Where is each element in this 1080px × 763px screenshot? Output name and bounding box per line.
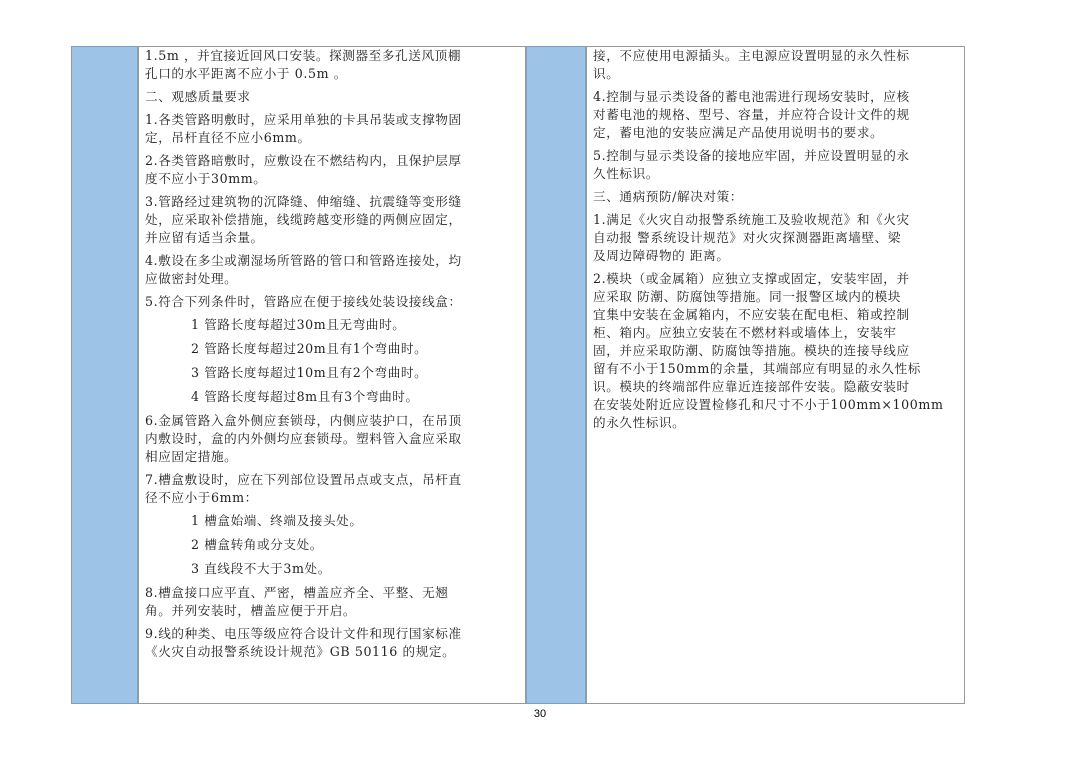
text-line: 1.5m ，并宜接近回风口安装。探测器至多孔送风顶棚 xyxy=(145,48,462,63)
document-page xyxy=(71,46,965,704)
paragraph xyxy=(145,293,521,311)
text-line: 角。并列安装时，槽盖应便于开启。 xyxy=(145,603,357,618)
text-line: 并应留有适当余量。 xyxy=(145,230,264,245)
text-line: 3.管路经过建筑物的沉降缝、伸缩缝、抗震缝等变形缝 xyxy=(145,194,462,209)
left-blue-column xyxy=(71,46,138,704)
text-line: 定，蓄电池的安装应满足产品使用说明书的要求。 xyxy=(593,125,884,140)
paragraph xyxy=(145,584,521,620)
text-line: 三、通病预防/解决对策： xyxy=(593,189,743,204)
text-line: 的永久性标识。 xyxy=(593,415,686,430)
text-line: 1.满足《火灾自动报警系统施工及验收规范》和《火灾 xyxy=(593,212,910,227)
paragraph xyxy=(145,47,521,83)
text-line: 定，吊杆直径不应小6mm。 xyxy=(145,130,311,145)
text-line: 6.金属管路入盒外侧应套锁母，内侧应装护口，在吊顶 xyxy=(145,413,462,428)
text-line: 2.模块（或金属箱）应独立支撑或固定，安装牢固，并 xyxy=(593,271,910,286)
paragraph xyxy=(593,147,960,183)
list-item: 3 管路长度每超过10m且有2个弯曲时。 xyxy=(191,365,428,380)
list-item: 1 管路长度每超过30m且无弯曲时。 xyxy=(191,317,406,332)
text-line: 固，并应采取防潮、防腐蚀等措施。模块的连接导线应 xyxy=(593,343,910,358)
paragraph xyxy=(145,111,521,147)
paragraph xyxy=(145,625,521,661)
list-item: 4 管路长度每超过8m且有3个弯曲时。 xyxy=(191,389,419,404)
text-line: 9.线的种类、电压等级应符合设计文件和现行国家标准 xyxy=(145,626,462,641)
text-line: 在安装处附近应设置检修孔和尺寸不小于100mm×100mm xyxy=(593,397,944,412)
paragraph xyxy=(145,252,521,288)
paragraph xyxy=(145,193,521,247)
text-line: 二、观感质量要求 xyxy=(145,89,251,104)
paragraph xyxy=(593,270,960,432)
text-line: 《火灾自动报警系统设计规范》GB 50116 的规定。 xyxy=(145,644,456,659)
text-line: 径不应小于6mm： xyxy=(145,490,258,505)
text-line: 应做密封处理。 xyxy=(145,271,238,286)
paragraph xyxy=(593,211,960,265)
text-line: 孔口的水平距离不应小于 0.5m 。 xyxy=(145,66,347,81)
text-line: 5.符合下列条件时，管路应在便于接线处装设接线盒： xyxy=(145,294,462,309)
page-number: 30 xyxy=(533,708,547,720)
text-line: 接，不应使用电源插头。主电源应设置明显的永久性标 xyxy=(593,48,910,63)
text-line: 8.槽盒接口应平直、严密，槽盖应齐全、平整、无翘 xyxy=(145,585,449,600)
list-item: 1 槽盒始端、终端及接头处。 xyxy=(191,513,363,528)
paragraph xyxy=(593,47,960,83)
list-item: 3 直线段不大于3m处。 xyxy=(191,561,331,576)
text-line: 柜、箱内。应独立安装在不燃材料或墙体上，安装牢 xyxy=(593,325,897,340)
text-line: 识。模块的终端部件应靠近连接部件安装。隐蔽安装时 xyxy=(593,379,910,394)
right-text-cell xyxy=(586,46,965,704)
text-line: 4.控制与显示类设备的蓄电池需进行现场安装时，应核 xyxy=(593,89,910,104)
left-text-cell xyxy=(138,46,526,704)
paragraph xyxy=(145,152,521,188)
text-line: 4.敷设在多尘或潮湿场所管路的管口和管路连接处，均 xyxy=(145,253,462,268)
paragraph xyxy=(145,88,521,106)
left-cell-content xyxy=(145,47,521,666)
text-line: 对蓄电池的规格、型号、容量，并应符合设计文件的规 xyxy=(593,107,910,122)
text-line: 宜集中安装在金属箱内，不应安装在配电柜、箱或控制 xyxy=(593,307,910,322)
text-line: 自动报 警系统设计规范》对火灾探测器距离墙壁、梁 xyxy=(593,230,902,245)
text-line: 久性标识。 xyxy=(593,166,659,181)
text-line: 1.各类管路明敷时，应采用单独的卡具吊装或支撑物固 xyxy=(145,112,462,127)
list-item: 2 管路长度每超过20m且有1个弯曲时。 xyxy=(191,341,428,356)
text-line: 内敷设时，盒的内外侧均应套锁母。塑料管入盒应采取 xyxy=(145,431,462,446)
text-line: 5.控制与显示类设备的接地应牢固，并应设置明显的永 xyxy=(593,148,910,163)
paragraph xyxy=(593,88,960,142)
right-cell-content xyxy=(593,47,960,437)
paragraph xyxy=(145,412,521,466)
right-blue-column xyxy=(526,46,586,704)
paragraph xyxy=(145,471,521,507)
text-line: 留有不小于150mm的余量，其端部应有明显的永久性标 xyxy=(593,361,921,376)
text-line: 相应固定措施。 xyxy=(145,449,238,464)
text-line: 2.各类管路暗敷时，应敷设在不燃结构内，且保护层厚 xyxy=(145,153,462,168)
text-line: 7.槽盒敷设时，应在下列部位设置吊点或支点，吊杆直 xyxy=(145,472,462,487)
list-item: 2 槽盒转角或分支处。 xyxy=(191,537,323,552)
text-line: 度不应小于30mm。 xyxy=(145,171,267,186)
text-line: 处，应采取补偿措施，线缆跨越变形缝的两侧应固定， xyxy=(145,212,462,227)
text-line: 识。 xyxy=(593,66,620,81)
text-line: 及周边障碍物的 距离。 xyxy=(593,248,730,263)
text-line: 应采取 防潮、防腐蚀等措施。同一报警区域内的模块 xyxy=(593,289,902,304)
paragraph xyxy=(593,188,960,206)
